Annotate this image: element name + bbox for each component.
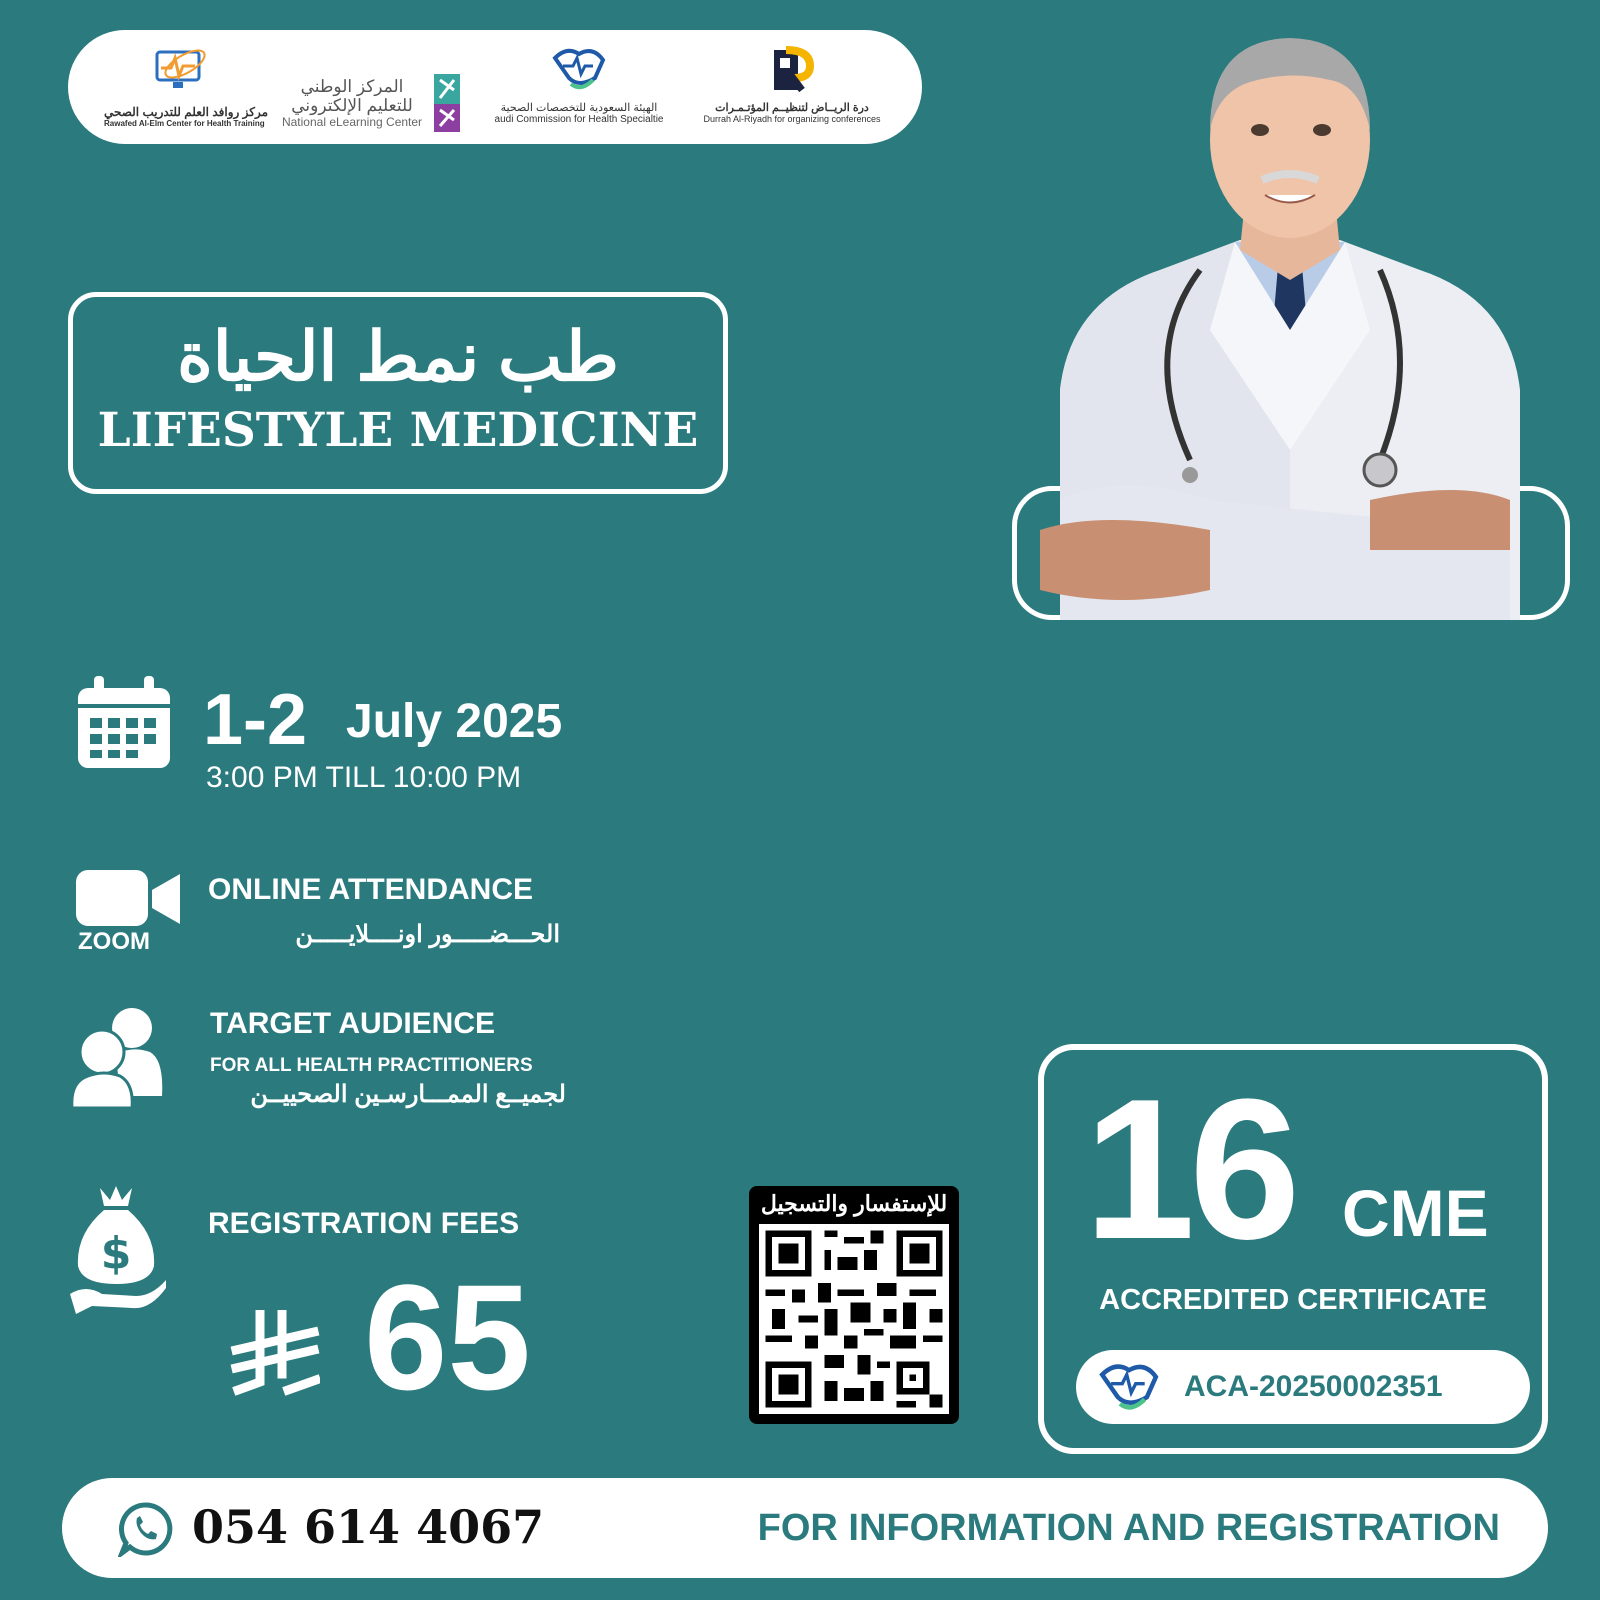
logo-text-ar-1: المركز الوطني [300, 77, 404, 96]
date-month-year: July 2025 [346, 695, 563, 748]
qr-code[interactable] [759, 1224, 949, 1414]
title-box [68, 292, 728, 494]
whatsapp-icon [118, 1501, 174, 1557]
money-bag-hand-icon [66, 1184, 168, 1314]
audience-title: TARGET AUDIENCE [210, 1007, 495, 1040]
rawafed-logo [104, 44, 269, 128]
fees-amount: 65 [364, 1253, 531, 1421]
logo-text-en: Durrah Al-Riyadh for organizing conferences [703, 114, 881, 124]
attendance-title: ONLINE ATTENDANCE [208, 873, 533, 906]
accreditation-pill [1076, 1350, 1530, 1424]
video-camera-icon [76, 870, 180, 928]
partner-logos-bar [68, 30, 922, 144]
qr-code-block[interactable] [749, 1186, 959, 1424]
brain-icon [430, 70, 464, 136]
title-english: LIFESTYLE MEDICINE [97, 403, 699, 458]
logo-text-ar: مركز روافد العلم للتدريب الصحي [104, 105, 269, 119]
cme-unit: CME [1342, 1176, 1489, 1250]
saudi-riyal-icon [230, 1310, 320, 1400]
durrah-r-icon [768, 44, 816, 94]
health-commission-icon [549, 44, 609, 94]
cme-certificate: ACCREDITED CERTIFICATE [1099, 1284, 1487, 1316]
logo-text-ar-2: للتعليم الإلكتروني [291, 96, 413, 115]
logo-text-en: National eLearning Center [281, 115, 423, 129]
qr-label: للإستفسار والتسجيل [760, 1191, 948, 1216]
people-icon [70, 1006, 164, 1108]
monitor-heartbeat-icon [149, 44, 209, 100]
calendar-icon [76, 676, 172, 770]
zoom-label: ZOOM [78, 928, 150, 955]
doctor-image [1040, 30, 1540, 620]
accreditation-code: ACA-20250002351 [1184, 1370, 1443, 1403]
fees-title: REGISTRATION FEES [208, 1207, 520, 1240]
national-elearning-logo [268, 44, 478, 136]
phone-number[interactable]: 054 614 4067 [192, 1500, 545, 1554]
title-arabic: طب نمط الحياة [177, 319, 619, 395]
info-registration-label: FOR INFORMATION AND REGISTRATION [757, 1507, 1500, 1549]
svg-text:$: $ [100, 1228, 132, 1279]
scfhs-logo [486, 44, 672, 125]
logo-text-ar: درة الريــاض لتنظيــم المؤتـمـرات [715, 102, 869, 114]
date-days: 1-2 [203, 680, 308, 760]
audience-subtitle-ar: لجميــع الممـــارسـين الصحييــن [250, 1081, 566, 1108]
logo-text-en: audi Commission for Health Specialtie [494, 114, 664, 125]
contact-bar [62, 1478, 1548, 1578]
attendance-arabic: الحـــضـــــور اونــــلايـــــن [295, 921, 560, 948]
date-time: 3:00 PM TILL 10:00 PM [206, 761, 522, 794]
logo-text-en: Rawafed Al-Elm Center for Health Training [104, 119, 265, 128]
cme-number: 16 [1084, 1058, 1295, 1281]
durrah-logo [682, 44, 902, 124]
logo-text-ar: الهيئة السعودية للتخصصات الصحية [500, 102, 658, 114]
cme-box [1038, 1044, 1548, 1454]
health-commission-icon [1094, 1359, 1164, 1415]
audience-subtitle-en: FOR ALL HEALTH PRACTITIONERS [210, 1055, 533, 1076]
